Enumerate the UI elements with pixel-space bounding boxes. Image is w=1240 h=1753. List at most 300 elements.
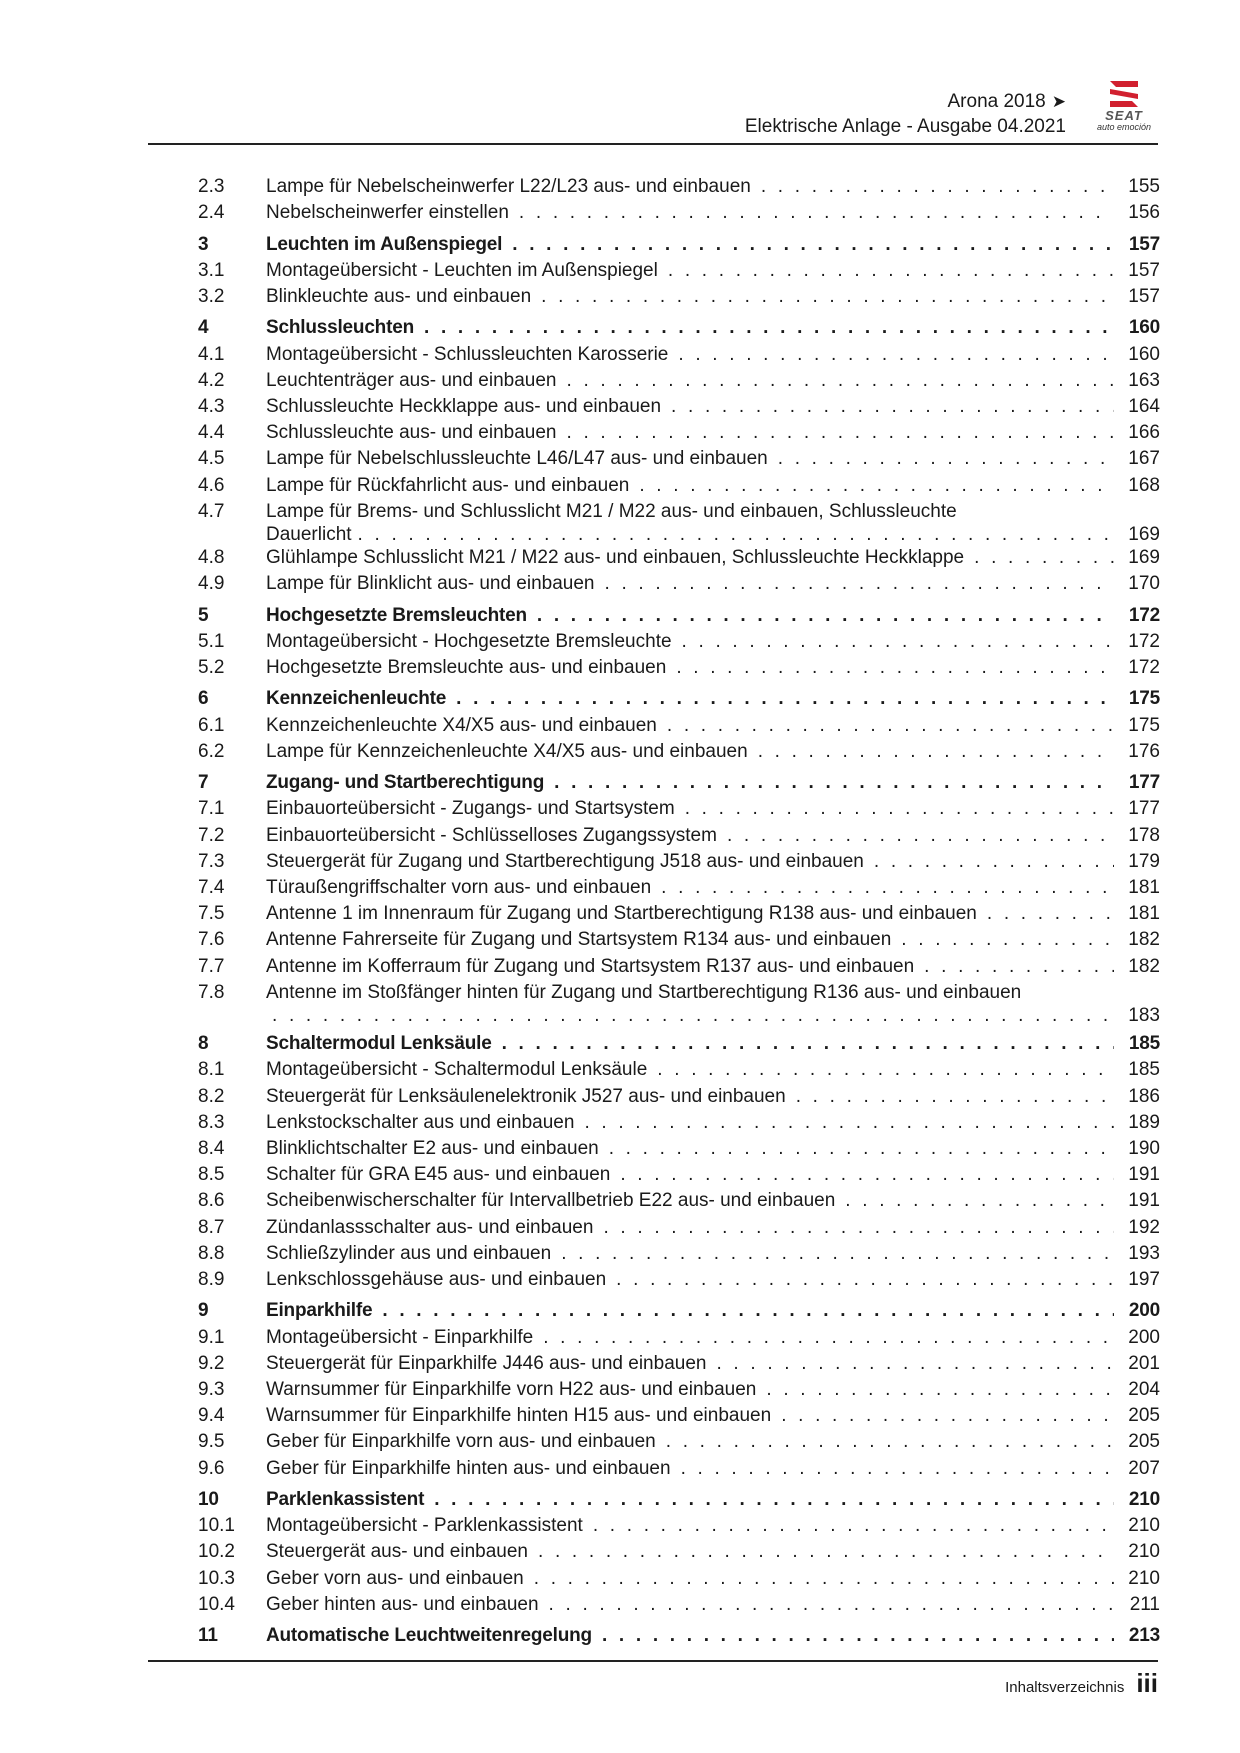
toc-page-number: 189 xyxy=(1128,1111,1160,1133)
toc-title-text: Leuchtenträger aus- und einbauen xyxy=(266,369,557,391)
toc-title-text: Montageübersicht - Leuchten im Außenspiegel xyxy=(266,259,658,281)
toc-leader-dots xyxy=(566,420,1114,446)
toc-title xyxy=(266,1110,1114,1136)
toc-title-text: Schalter für GRA E45 aus- und einbauen xyxy=(266,1164,611,1186)
toc-title xyxy=(266,420,1114,446)
toc-page-number: 186 xyxy=(1128,1085,1160,1107)
toc-title xyxy=(266,739,1114,765)
toc-title-text: Schlussleuchte Heckklappe aus- und einbauen xyxy=(266,396,662,417)
toc-title-text: Parklenkassistent xyxy=(266,1489,425,1511)
toc-number: 4.6 xyxy=(198,474,225,496)
toc-page-number: 205 xyxy=(1128,1431,1160,1453)
toc-title-text: Lampe für Rückfahrlicht aus- und einbauen xyxy=(266,474,630,496)
toc-leader-dots xyxy=(549,1592,1114,1618)
toc-number: 6 xyxy=(198,688,209,710)
toc-title xyxy=(266,686,1114,712)
toc-chapter-row[interactable] xyxy=(198,1298,1160,1324)
toc-title xyxy=(266,1513,1114,1539)
toc-title-text: Blinkleuchte aus- und einbauen xyxy=(266,286,532,307)
toc-number: 7 xyxy=(198,772,209,794)
toc-leader-dots xyxy=(554,770,1114,796)
toc-title-text: Zündanlassschalter aus- und einbauen xyxy=(266,1216,594,1238)
toc-chapter-row[interactable] xyxy=(198,686,1160,712)
toc-number: 9.5 xyxy=(198,1431,225,1453)
toc-leader-dots xyxy=(766,1377,1114,1403)
toc-number: 8 xyxy=(198,1033,209,1055)
toc-title xyxy=(266,571,1114,597)
header-model: Arona 2018 xyxy=(947,91,1046,112)
toc-title xyxy=(266,1487,1114,1513)
toc-leader-dots xyxy=(519,200,1114,226)
toc-leader-dots xyxy=(758,739,1114,765)
toc-page-number: 170 xyxy=(1128,573,1160,595)
toc-leader-dots xyxy=(382,1298,1114,1324)
toc-title-text: Einbauorteübersicht - Schlüsselloses Zugangssystem xyxy=(266,824,717,846)
toc-leader-dots xyxy=(667,713,1114,739)
toc-title-text: Montageübersicht - Schlussleuchten Karosserie xyxy=(266,343,669,365)
toc-leader-dots xyxy=(561,1241,1114,1267)
toc-entry-row[interactable] xyxy=(198,446,1160,472)
toc-title-text: Lenkstockschalter aus und einbauen xyxy=(266,1111,575,1133)
toc-page-number: 185 xyxy=(1128,1033,1160,1055)
toc-page-number: 181 xyxy=(1128,877,1160,899)
toc-page-number: 185 xyxy=(1128,1059,1160,1081)
toc-leader-dots xyxy=(987,901,1114,927)
toc-chapter-row[interactable] xyxy=(198,1031,1160,1057)
toc-leader-dots xyxy=(593,1513,1114,1539)
toc-leader-dots xyxy=(668,258,1114,284)
seat-logo xyxy=(1090,80,1158,136)
toc-page-number: 178 xyxy=(1128,824,1160,846)
footer-section-label: Inhaltsverzeichnis xyxy=(1005,1679,1125,1696)
toc-leader-dots xyxy=(874,849,1114,875)
toc-entry-row[interactable] xyxy=(198,1566,1160,1592)
toc-title-text: Warnsummer für Einparkhilfe vorn H22 aus- und einbauen xyxy=(266,1379,757,1401)
toc-title xyxy=(266,499,1114,545)
toc-page-number: 172 xyxy=(1128,630,1160,652)
toc-title-text: Warnsummer für Einparkhilfe hinten H15 aus- und einbauen xyxy=(266,1405,772,1427)
toc-leader-dots xyxy=(602,1623,1114,1649)
toc-title xyxy=(266,980,1114,1026)
header-subtitle: Elektrische Anlage - Ausgabe 04.2021 xyxy=(744,116,1066,137)
toc-number: 2.4 xyxy=(198,202,225,224)
toc-title-text: Steuergerät für Lenksäulenelektronik J527 aus- und einbauen xyxy=(266,1085,786,1107)
toc-number: 4.8 xyxy=(198,547,225,569)
toc-title-text: Türaußengriffschalter vorn aus- und einbauen xyxy=(266,877,652,899)
toc-leader-dots xyxy=(661,875,1114,901)
toc-leader-dots xyxy=(924,954,1114,980)
toc-page-number: 163 xyxy=(1128,369,1160,391)
toc-entry-row[interactable] xyxy=(198,1513,1160,1539)
toc-page-number: 169 xyxy=(1128,524,1160,546)
toc-leader-dots xyxy=(666,1429,1114,1455)
toc-leader-dots xyxy=(603,1215,1114,1241)
toc-entry-row[interactable] xyxy=(198,1351,1160,1377)
toc-title xyxy=(266,1298,1114,1324)
toc-title-text: Kennzeichenleuchte xyxy=(266,688,447,710)
toc-page-number: 201 xyxy=(1128,1352,1160,1374)
toc-title xyxy=(266,1566,1114,1592)
toc-leader-dots xyxy=(685,796,1114,822)
toc-chapter-row[interactable] xyxy=(198,1623,1160,1649)
toc-title-text: Steuergerät für Zugang und Startberechtigung J518 aus- und einbauen xyxy=(266,850,864,872)
toc-title-text: Steuergerät für Einparkhilfe J446 aus- und einbauen xyxy=(266,1352,707,1374)
toc-title-text: Geber für Einparkhilfe hinten aus- und einbauen xyxy=(266,1457,671,1479)
toc-number: 4.1 xyxy=(198,343,225,365)
toc-page-number: 207 xyxy=(1128,1457,1160,1479)
toc-title xyxy=(266,258,1114,284)
toc-number: 8.9 xyxy=(198,1269,225,1291)
toc-title-text: Einbauorteübersicht - Zugangs- und Startsystem xyxy=(266,798,675,820)
toc-leader-dots xyxy=(456,686,1114,712)
toc-title xyxy=(266,655,1114,681)
toc-leader-dots xyxy=(538,1539,1114,1565)
toc-entry-row[interactable] xyxy=(198,1592,1160,1618)
toc-entry-row[interactable] xyxy=(198,875,1160,901)
toc-number: 8.1 xyxy=(198,1059,225,1081)
toc-page-number: 181 xyxy=(1128,903,1160,925)
toc-leader-dots xyxy=(358,525,1114,545)
toc-page-number: 197 xyxy=(1128,1269,1160,1291)
toc-entry-row[interactable] xyxy=(198,713,1160,739)
toc-page-number: 156 xyxy=(1128,202,1160,224)
toc-entry-row[interactable] xyxy=(198,499,1160,545)
toc-entry-row[interactable] xyxy=(198,629,1160,655)
toc-leader-dots xyxy=(657,1057,1114,1083)
toc-page-number: 179 xyxy=(1128,850,1160,872)
toc-title xyxy=(266,394,1114,420)
toc-page-number: 160 xyxy=(1128,343,1160,365)
toc-number: 9 xyxy=(198,1300,209,1322)
toc-number: 4 xyxy=(198,317,209,339)
toc-title-text: Automatische Leuchtweitenregelung xyxy=(266,1625,592,1647)
toc-title xyxy=(266,849,1114,875)
toc-chapter-row[interactable] xyxy=(198,770,1160,796)
toc-entry-row[interactable] xyxy=(198,174,1160,200)
toc-number: 3.2 xyxy=(198,286,225,307)
toc-title xyxy=(266,875,1114,901)
toc-page-number: 157 xyxy=(1128,259,1160,281)
toc-title-text: Lampe für Kennzeichenleuchte X4/X5 aus- und einbauen xyxy=(266,740,748,762)
toc-entry-row[interactable] xyxy=(198,980,1160,1026)
toc-title-line1: Antenne im Stoßfänger hinten für Zugang und Startberechtigung R136 aus- und einbauen xyxy=(266,981,1022,1003)
toc-page-number: 205 xyxy=(1128,1405,1160,1427)
toc-number: 8.6 xyxy=(198,1190,225,1212)
toc-number: 2.3 xyxy=(198,176,225,197)
toc-number: 7.8 xyxy=(198,981,225,1003)
toc-entry-row[interactable] xyxy=(198,1325,1160,1351)
toc-leader-dots xyxy=(682,629,1114,655)
toc-leader-dots xyxy=(537,603,1114,629)
toc-chapter-row[interactable] xyxy=(198,315,1160,341)
toc-number: 5 xyxy=(198,604,209,626)
toc-entry-row[interactable] xyxy=(198,655,1160,681)
toc-number: 7.4 xyxy=(198,877,225,899)
toc-entry-row[interactable] xyxy=(198,420,1160,446)
toc-entry-row[interactable] xyxy=(198,954,1160,980)
toc-page-number: 177 xyxy=(1128,798,1160,820)
toc-leader-dots xyxy=(502,1031,1114,1057)
toc-title xyxy=(266,823,1114,849)
toc-leader-dots xyxy=(620,1162,1114,1188)
toc-title xyxy=(266,1162,1114,1188)
toc-chapter-row[interactable] xyxy=(198,232,1160,258)
toc-entry-row[interactable] xyxy=(198,1539,1160,1565)
toc-number: 9.2 xyxy=(198,1352,225,1374)
toc-number: 7.3 xyxy=(198,850,225,872)
toc-number: 4.3 xyxy=(198,396,225,417)
toc-number: 8.5 xyxy=(198,1164,225,1186)
toc-number: 4.4 xyxy=(198,422,225,444)
toc-page-number: 190 xyxy=(1128,1138,1160,1160)
toc-title-text: Schaltermodul Lenksäule xyxy=(266,1033,492,1055)
toc-title xyxy=(266,1188,1114,1214)
toc-entry-row[interactable] xyxy=(198,1084,1160,1110)
toc-title-text: Zugang- und Startberechtigung xyxy=(266,772,545,794)
toc-title xyxy=(266,629,1114,655)
toc-entry-row[interactable] xyxy=(198,1057,1160,1083)
toc-leader-dots xyxy=(676,655,1114,681)
toc-chapter-row[interactable] xyxy=(198,1487,1160,1513)
toc-entry-row[interactable] xyxy=(198,1215,1160,1241)
toc-title xyxy=(266,1351,1114,1377)
toc-number: 4.9 xyxy=(198,573,225,595)
toc-title-text: Montageübersicht - Einparkhilfe xyxy=(266,1326,534,1348)
arrow-icon: ➤ xyxy=(1051,92,1066,111)
toc-title-text: Lampe für Blinklicht aus- und einbauen xyxy=(266,573,595,595)
toc-page-number: 213 xyxy=(1128,1625,1160,1647)
toc-title-text: Nebelscheinwerfer einstellen xyxy=(266,202,509,224)
toc-number: 9.6 xyxy=(198,1457,225,1479)
toc-title xyxy=(266,1456,1114,1482)
toc-number: 8.4 xyxy=(198,1138,225,1160)
toc-title-text: Montageübersicht - Parklenkassistent xyxy=(266,1515,583,1537)
toc-title xyxy=(266,284,1114,310)
toc-entry-row[interactable] xyxy=(198,1267,1160,1293)
toc-number: 8.8 xyxy=(198,1242,225,1264)
toc-title xyxy=(266,1403,1114,1429)
toc-page-number: 172 xyxy=(1128,604,1160,626)
toc-entry-row[interactable] xyxy=(198,849,1160,875)
toc-leader-dots xyxy=(778,446,1114,472)
toc-entry-row[interactable] xyxy=(198,284,1160,310)
toc-title xyxy=(266,1623,1114,1649)
toc-title xyxy=(266,1267,1114,1293)
toc-leader-dots xyxy=(543,1325,1114,1351)
toc-title-text: Montageübersicht - Hochgesetzte Bremsleuchte xyxy=(266,630,672,652)
toc-leader-dots xyxy=(616,1267,1114,1293)
toc-number: 9.3 xyxy=(198,1379,225,1401)
toc-title-text: Geber hinten aus- und einbauen xyxy=(266,1593,539,1615)
toc-title xyxy=(266,1539,1114,1565)
toc-title xyxy=(266,954,1114,980)
toc-leader-dots xyxy=(639,473,1114,499)
toc-title xyxy=(266,770,1114,796)
toc-page-number: 191 xyxy=(1128,1190,1160,1212)
toc-page-number: 210 xyxy=(1128,1489,1160,1511)
toc-entry-row[interactable] xyxy=(198,823,1160,849)
table-of-contents xyxy=(198,174,1160,1649)
toc-leader-dots xyxy=(567,368,1114,394)
toc-entry-row[interactable] xyxy=(198,368,1160,394)
toc-chapter-row[interactable] xyxy=(198,603,1160,629)
toc-page-number: 157 xyxy=(1128,233,1160,255)
toc-title-text: Lenkschlossgehäuse aus- und einbauen xyxy=(266,1269,607,1291)
header-model-line xyxy=(745,89,1066,114)
toc-title-continuation: Dauerlicht xyxy=(266,525,352,546)
toc-page-number: 177 xyxy=(1128,772,1160,794)
toc-title-text: Glühlampe Schlusslicht M21 / M22 aus- und einbauen, Schlussleuchte Heckklappe xyxy=(266,547,965,569)
toc-page-number: 169 xyxy=(1128,547,1160,569)
toc-page-number: 210 xyxy=(1128,1515,1160,1537)
brand-name: SEAT xyxy=(1105,108,1143,123)
toc-title xyxy=(266,901,1114,927)
toc-number: 7.1 xyxy=(198,798,225,820)
toc-entry-row[interactable] xyxy=(198,1456,1160,1482)
toc-title xyxy=(266,342,1114,368)
toc-title-text: Lampe für Nebelschlussleuchte L46/L47 aus- und einbauen xyxy=(266,448,768,470)
toc-entry-row[interactable] xyxy=(198,342,1160,368)
toc-number: 8.2 xyxy=(198,1085,225,1107)
toc-entry-row[interactable] xyxy=(198,1429,1160,1455)
toc-page-number: 210 xyxy=(1128,1541,1160,1563)
toc-page-number: 175 xyxy=(1128,688,1160,710)
toc-number: 6.2 xyxy=(198,740,225,762)
toc-page-number: 155 xyxy=(1128,176,1160,197)
toc-page-number: 176 xyxy=(1128,740,1160,762)
toc-page-number: 191 xyxy=(1128,1164,1160,1186)
toc-leader-dots xyxy=(727,823,1114,849)
toc-leader-dots xyxy=(671,394,1114,420)
toc-entry-row[interactable] xyxy=(198,1241,1160,1267)
toc-page-number: 182 xyxy=(1128,929,1160,951)
toc-page-number: 160 xyxy=(1128,317,1160,339)
toc-number: 9.4 xyxy=(198,1405,225,1427)
toc-number: 10.3 xyxy=(198,1567,235,1589)
footer-page-number: iii xyxy=(1136,1668,1158,1698)
header-rule xyxy=(148,143,1158,145)
toc-leader-dots xyxy=(681,1456,1114,1482)
toc-number: 6.1 xyxy=(198,714,225,736)
toc-number: 10.2 xyxy=(198,1541,235,1563)
toc-number: 3.1 xyxy=(198,259,225,281)
toc-title-line1: Lampe für Brems- und Schlusslicht M21 / M22 aus- und einbauen, Schlussleuchte xyxy=(266,500,957,522)
toc-entry-row[interactable] xyxy=(198,1403,1160,1429)
toc-number: 4.2 xyxy=(198,369,225,391)
toc-page-number: 182 xyxy=(1128,955,1160,977)
toc-entry-row[interactable] xyxy=(198,545,1160,571)
toc-page-number: 211 xyxy=(1129,1593,1160,1615)
toc-entry-row[interactable] xyxy=(198,1377,1160,1403)
toc-title-text: Steuergerät aus- und einbauen xyxy=(266,1541,528,1563)
toc-title-text: Montageübersicht - Schaltermodul Lenksäule xyxy=(266,1059,648,1081)
toc-entry-row[interactable] xyxy=(198,200,1160,226)
toc-title-text: Scheibenwischerschalter für Intervallbetrieb E22 aus- und einbauen xyxy=(266,1190,836,1212)
toc-number: 7.2 xyxy=(198,824,225,846)
toc-title-text: Hochgesetzte Bremsleuchte aus- und einbauen xyxy=(266,657,667,679)
toc-entry-row[interactable] xyxy=(198,394,1160,420)
toc-leader-dots xyxy=(604,571,1114,597)
toc-entry-row[interactable] xyxy=(198,258,1160,284)
toc-title-text: Antenne im Kofferraum für Zugang und Startsystem R137 aus- und einbauen xyxy=(266,955,915,977)
toc-leader-dots xyxy=(678,342,1114,368)
toc-number: 10 xyxy=(198,1489,219,1511)
toc-page-number: 183 xyxy=(1128,1005,1160,1027)
toc-leader-dots xyxy=(845,1188,1114,1214)
toc-page-number: 164 xyxy=(1128,396,1160,417)
footer-rule xyxy=(148,1660,1158,1662)
toc-entry-row[interactable] xyxy=(198,473,1160,499)
toc-leader-dots xyxy=(434,1487,1114,1513)
toc-leader-dots xyxy=(796,1084,1114,1110)
toc-title-line2 xyxy=(266,1006,1114,1026)
toc-leader-dots xyxy=(716,1351,1114,1377)
toc-page-number: 210 xyxy=(1128,1567,1160,1589)
toc-title xyxy=(266,1429,1114,1455)
toc-title xyxy=(266,713,1114,739)
toc-number: 7.6 xyxy=(198,929,225,951)
toc-entry-row[interactable] xyxy=(198,796,1160,822)
toc-entry-row[interactable] xyxy=(198,739,1160,765)
toc-number: 10.1 xyxy=(198,1515,235,1537)
toc-title xyxy=(266,1031,1114,1057)
toc-title-text: Antenne Fahrerseite für Zugang und Startsystem R134 aus- und einbauen xyxy=(266,929,892,951)
toc-number: 4.5 xyxy=(198,448,225,470)
toc-page-number: 167 xyxy=(1128,448,1160,470)
toc-page-number: 204 xyxy=(1128,1379,1160,1401)
toc-title xyxy=(266,368,1114,394)
toc-entry-row[interactable] xyxy=(198,927,1160,953)
toc-number: 4.7 xyxy=(198,500,225,522)
toc-leader-dots xyxy=(761,174,1114,200)
toc-leader-dots xyxy=(534,1566,1114,1592)
toc-leader-dots xyxy=(272,1006,1114,1026)
toc-leader-dots xyxy=(424,315,1114,341)
toc-title xyxy=(266,1241,1114,1267)
toc-title xyxy=(266,1215,1114,1241)
toc-number: 9.1 xyxy=(198,1326,225,1348)
toc-page-number: 168 xyxy=(1128,474,1160,496)
toc-page-number: 193 xyxy=(1128,1242,1160,1264)
toc-title xyxy=(266,1592,1114,1618)
toc-entry-row[interactable] xyxy=(198,1110,1160,1136)
toc-entry-row[interactable] xyxy=(198,1136,1160,1162)
toc-entry-row[interactable] xyxy=(198,1188,1160,1214)
toc-number: 11 xyxy=(198,1625,218,1647)
toc-number: 3 xyxy=(198,233,209,255)
header-text xyxy=(745,89,1066,139)
toc-page-number: 192 xyxy=(1128,1216,1160,1238)
toc-title xyxy=(266,200,1114,226)
seat-logo-icon xyxy=(1107,80,1141,108)
toc-title xyxy=(266,315,1114,341)
toc-leader-dots xyxy=(541,284,1114,310)
toc-title xyxy=(266,174,1114,200)
toc-entry-row[interactable] xyxy=(198,571,1160,597)
toc-title-text: Geber für Einparkhilfe vorn aus- und einbauen xyxy=(266,1431,656,1453)
toc-title-text: Lampe für Nebelscheinwerfer L22/L23 aus- und einbauen xyxy=(266,176,751,197)
toc-page-number: 200 xyxy=(1128,1300,1160,1322)
toc-entry-row[interactable] xyxy=(198,901,1160,927)
toc-entry-row[interactable] xyxy=(198,1162,1160,1188)
toc-number: 7.7 xyxy=(198,955,225,977)
toc-leader-dots xyxy=(974,545,1114,571)
toc-page-number: 166 xyxy=(1128,422,1160,444)
toc-title xyxy=(266,796,1114,822)
toc-title-line2 xyxy=(266,525,1114,545)
toc-number: 8.3 xyxy=(198,1111,225,1133)
toc-leader-dots xyxy=(901,927,1114,953)
